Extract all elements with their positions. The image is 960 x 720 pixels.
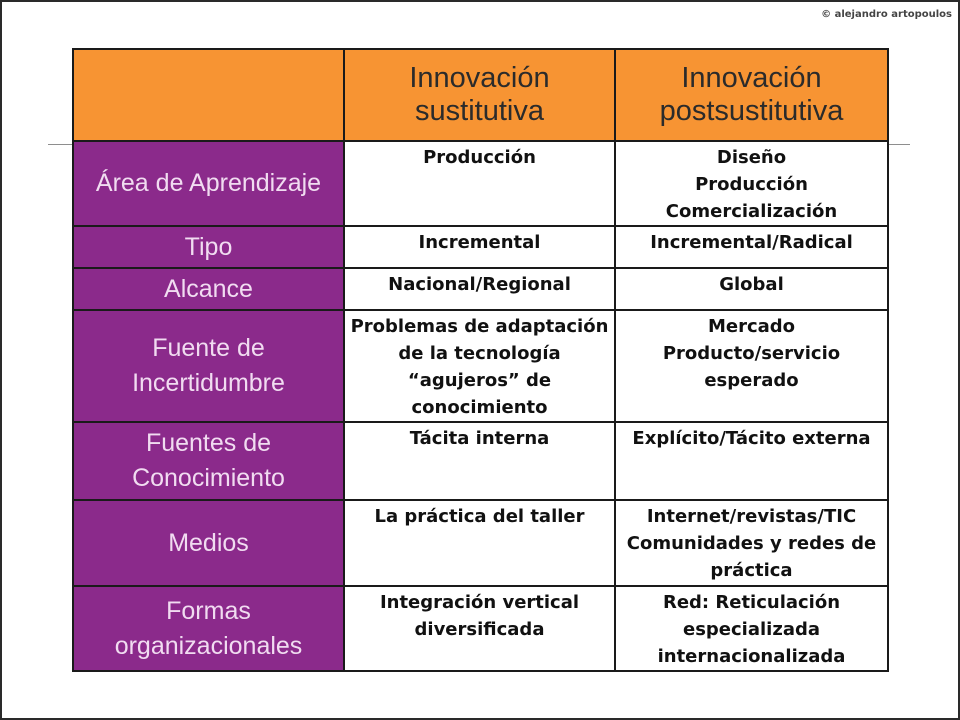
cell-text-line: Fuentes de: [145, 429, 272, 457]
header-line: Innovación: [409, 62, 550, 94]
cell-text-line: diversificada: [414, 619, 545, 640]
cell-text-line: Internet/revistas/TIC: [646, 506, 857, 527]
cell-sustitutiva: [344, 141, 615, 226]
header-line: sustitutiva: [415, 95, 544, 127]
cell-text-line: Fuente de: [152, 334, 265, 362]
cell-sustitutiva: [344, 310, 615, 422]
cell-text-line: Incremental: [418, 232, 541, 253]
cell-text-line: Formas: [166, 596, 251, 625]
copyright-credit: © alejandro artopoulos: [821, 9, 952, 20]
cell-text-line: Red: Reticulación: [662, 592, 841, 613]
row-header-cell: [73, 310, 344, 422]
cell-text-line: Tipo: [184, 232, 233, 261]
cell-text-line: Global: [719, 274, 784, 295]
cell-text-line: Producción: [423, 147, 536, 168]
cell-text-line: Medios: [168, 528, 249, 557]
cell-text-line: Producto/servicio: [662, 343, 841, 364]
table-row: [73, 586, 888, 671]
cell-text-line: Área de Aprendizaje: [95, 169, 322, 197]
row-header-cell: [73, 500, 344, 586]
cell-text-line: Conocimiento: [132, 464, 285, 492]
row-header-cell: [73, 268, 344, 310]
cell-postsustitutiva: [615, 310, 888, 422]
cell-postsustitutiva: [615, 586, 888, 671]
cell-text-line: Incremental/Radical: [650, 232, 853, 253]
header-line: Innovación: [681, 62, 822, 94]
cell-text-line: especializada: [683, 619, 820, 640]
cell-text-line: Nacional/Regional: [388, 274, 571, 295]
cell-text-line: Comunidades y redes de: [626, 533, 877, 554]
cell-sustitutiva: [344, 268, 615, 310]
cell-postsustitutiva: [615, 141, 888, 226]
cell-text-line: Problemas de adaptación: [350, 316, 609, 337]
header-sustitutiva: [344, 49, 615, 141]
cell-postsustitutiva: [615, 226, 888, 268]
cell-text-line: Comercialización: [665, 201, 838, 222]
row-header-cell: [73, 141, 344, 226]
header-row: [73, 49, 888, 141]
cell-sustitutiva: [344, 226, 615, 268]
cell-text-line: de la tecnología: [398, 343, 561, 364]
cell-sustitutiva: [344, 586, 615, 671]
cell-text-line: Alcance: [164, 274, 253, 303]
cell-postsustitutiva: [615, 422, 888, 500]
header-line: postsustitutiva: [659, 95, 844, 127]
cell-text-line: práctica: [710, 560, 793, 581]
header-postsustitutiva: [615, 49, 888, 141]
cell-sustitutiva: [344, 422, 615, 500]
cell-sustitutiva: [344, 500, 615, 586]
row-header-cell: [73, 226, 344, 268]
cell-text-line: La práctica del taller: [374, 506, 585, 527]
cell-text-line: esperado: [704, 370, 799, 391]
table-row: [73, 226, 888, 268]
cell-postsustitutiva: [615, 268, 888, 310]
row-header-cell: [73, 586, 344, 671]
cell-text-line: conocimiento: [411, 397, 548, 418]
cell-postsustitutiva: [615, 500, 888, 586]
cell-text-line: Producción: [695, 174, 808, 195]
cell-text-line: “agujeros” de: [407, 370, 552, 391]
table-row: [73, 310, 888, 422]
cell-text-line: Tácita interna: [409, 428, 550, 449]
table-row: [73, 141, 888, 226]
cell-text-line: Integración vertical: [379, 592, 580, 613]
cell-text-line: Diseño: [716, 147, 787, 168]
cell-text-line: Incertidumbre: [132, 369, 285, 397]
cell-text-line: Mercado: [707, 316, 796, 337]
row-header-cell: [73, 422, 344, 500]
comparison-table: [72, 48, 889, 672]
cell-text-line: internacionalizada: [657, 646, 846, 667]
cell-text-line: organizacionales: [114, 631, 303, 660]
table-row: [73, 422, 888, 500]
corner-header-cell: [73, 49, 344, 141]
cell-text-line: Explícito/Tácito externa: [632, 428, 871, 449]
table-row: [73, 268, 888, 310]
table-row: [73, 500, 888, 586]
